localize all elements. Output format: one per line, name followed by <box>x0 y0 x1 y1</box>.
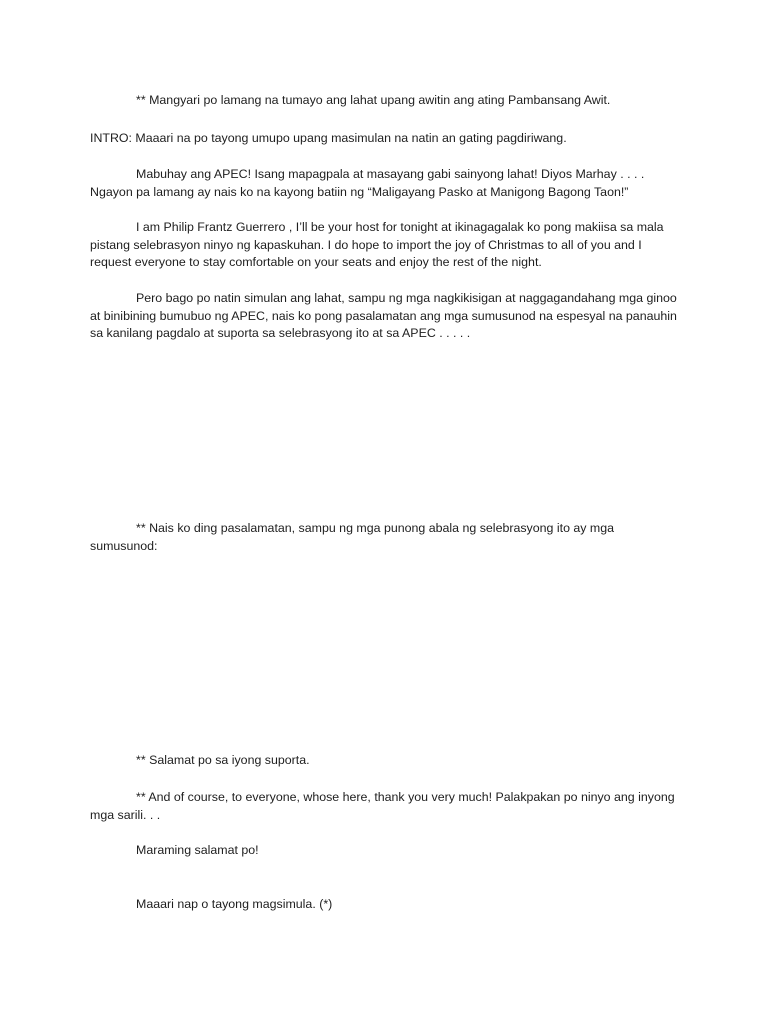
paragraph-thanks-organizers <box>90 520 690 555</box>
paragraph-magsimula <box>90 896 690 914</box>
text-line: ** Salamat po sa iyong suporta. <box>136 753 310 767</box>
text-line: at binibining bumubuo ng APEC, nais ko pong pasalamatan ang mga sumusunod na espesyal na panauhin <box>90 308 677 323</box>
text-line: Maraming salamat po! <box>136 843 259 857</box>
text-line: INTRO: Maaari na po tayong umupo upang masimulan na natin an gating pagdiriwang. <box>90 131 567 145</box>
text-line: Mabuhay ang APEC! Isang mapagpala at masayang gabi sainyong lahat! Diyos Marhay . . . . <box>136 167 645 181</box>
paragraph-greeting <box>90 166 690 201</box>
text-line: sa kanilang pagdalo at suporta sa selebrasyong ito at sa APEC . . . . . <box>90 326 471 341</box>
text-line: request everyone to stay comfortable on your seats and enjoy the rest of the night. <box>90 255 542 270</box>
paragraph-intro <box>90 130 690 148</box>
text-line: pistang selebrasyon ninyo ng kapaskuhan. I do hope to import the joy of Christmas to all of you and I <box>90 237 642 252</box>
paragraph-host <box>90 219 690 272</box>
text-line: I am Philip Frantz Guerrero , I’ll be your host for tonight at ikinagagalak ko pong makiisa sa mala <box>136 220 664 234</box>
paragraph-support <box>90 752 690 770</box>
paragraph-everyone <box>90 789 690 824</box>
text-line: ** Mangyari po lamang na tumayo ang lahat upang awitin ang ating Pambansang Awit. <box>136 93 611 107</box>
text-line: sumusunod: <box>90 538 158 553</box>
text-line: Pero bago po natin simulan ang lahat, sampu ng mga nagkikisigan at naggagandahang mga ginoo <box>136 291 677 305</box>
paragraph-anthem <box>90 92 690 110</box>
text-line: mga sarili. . . <box>90 807 161 822</box>
text-line: Maaari nap o tayong magsimula. (*) <box>136 897 333 911</box>
paragraph-thanks-guests <box>90 290 690 343</box>
text-line: ** And of course, to everyone, whose here, thank you very much! Palakpakan po ninyo ang inyong <box>136 790 675 804</box>
text-line: Ngayon pa lamang ay nais ko na kayong batiin ng “Maligayang Pasko at Manigong Bagong Taon!” <box>90 184 629 199</box>
paragraph-maraming-salamat <box>90 842 690 860</box>
text-line: ** Nais ko ding pasalamatan, sampu ng mga punong abala ng selebrasyong ito ay mga <box>136 521 615 535</box>
